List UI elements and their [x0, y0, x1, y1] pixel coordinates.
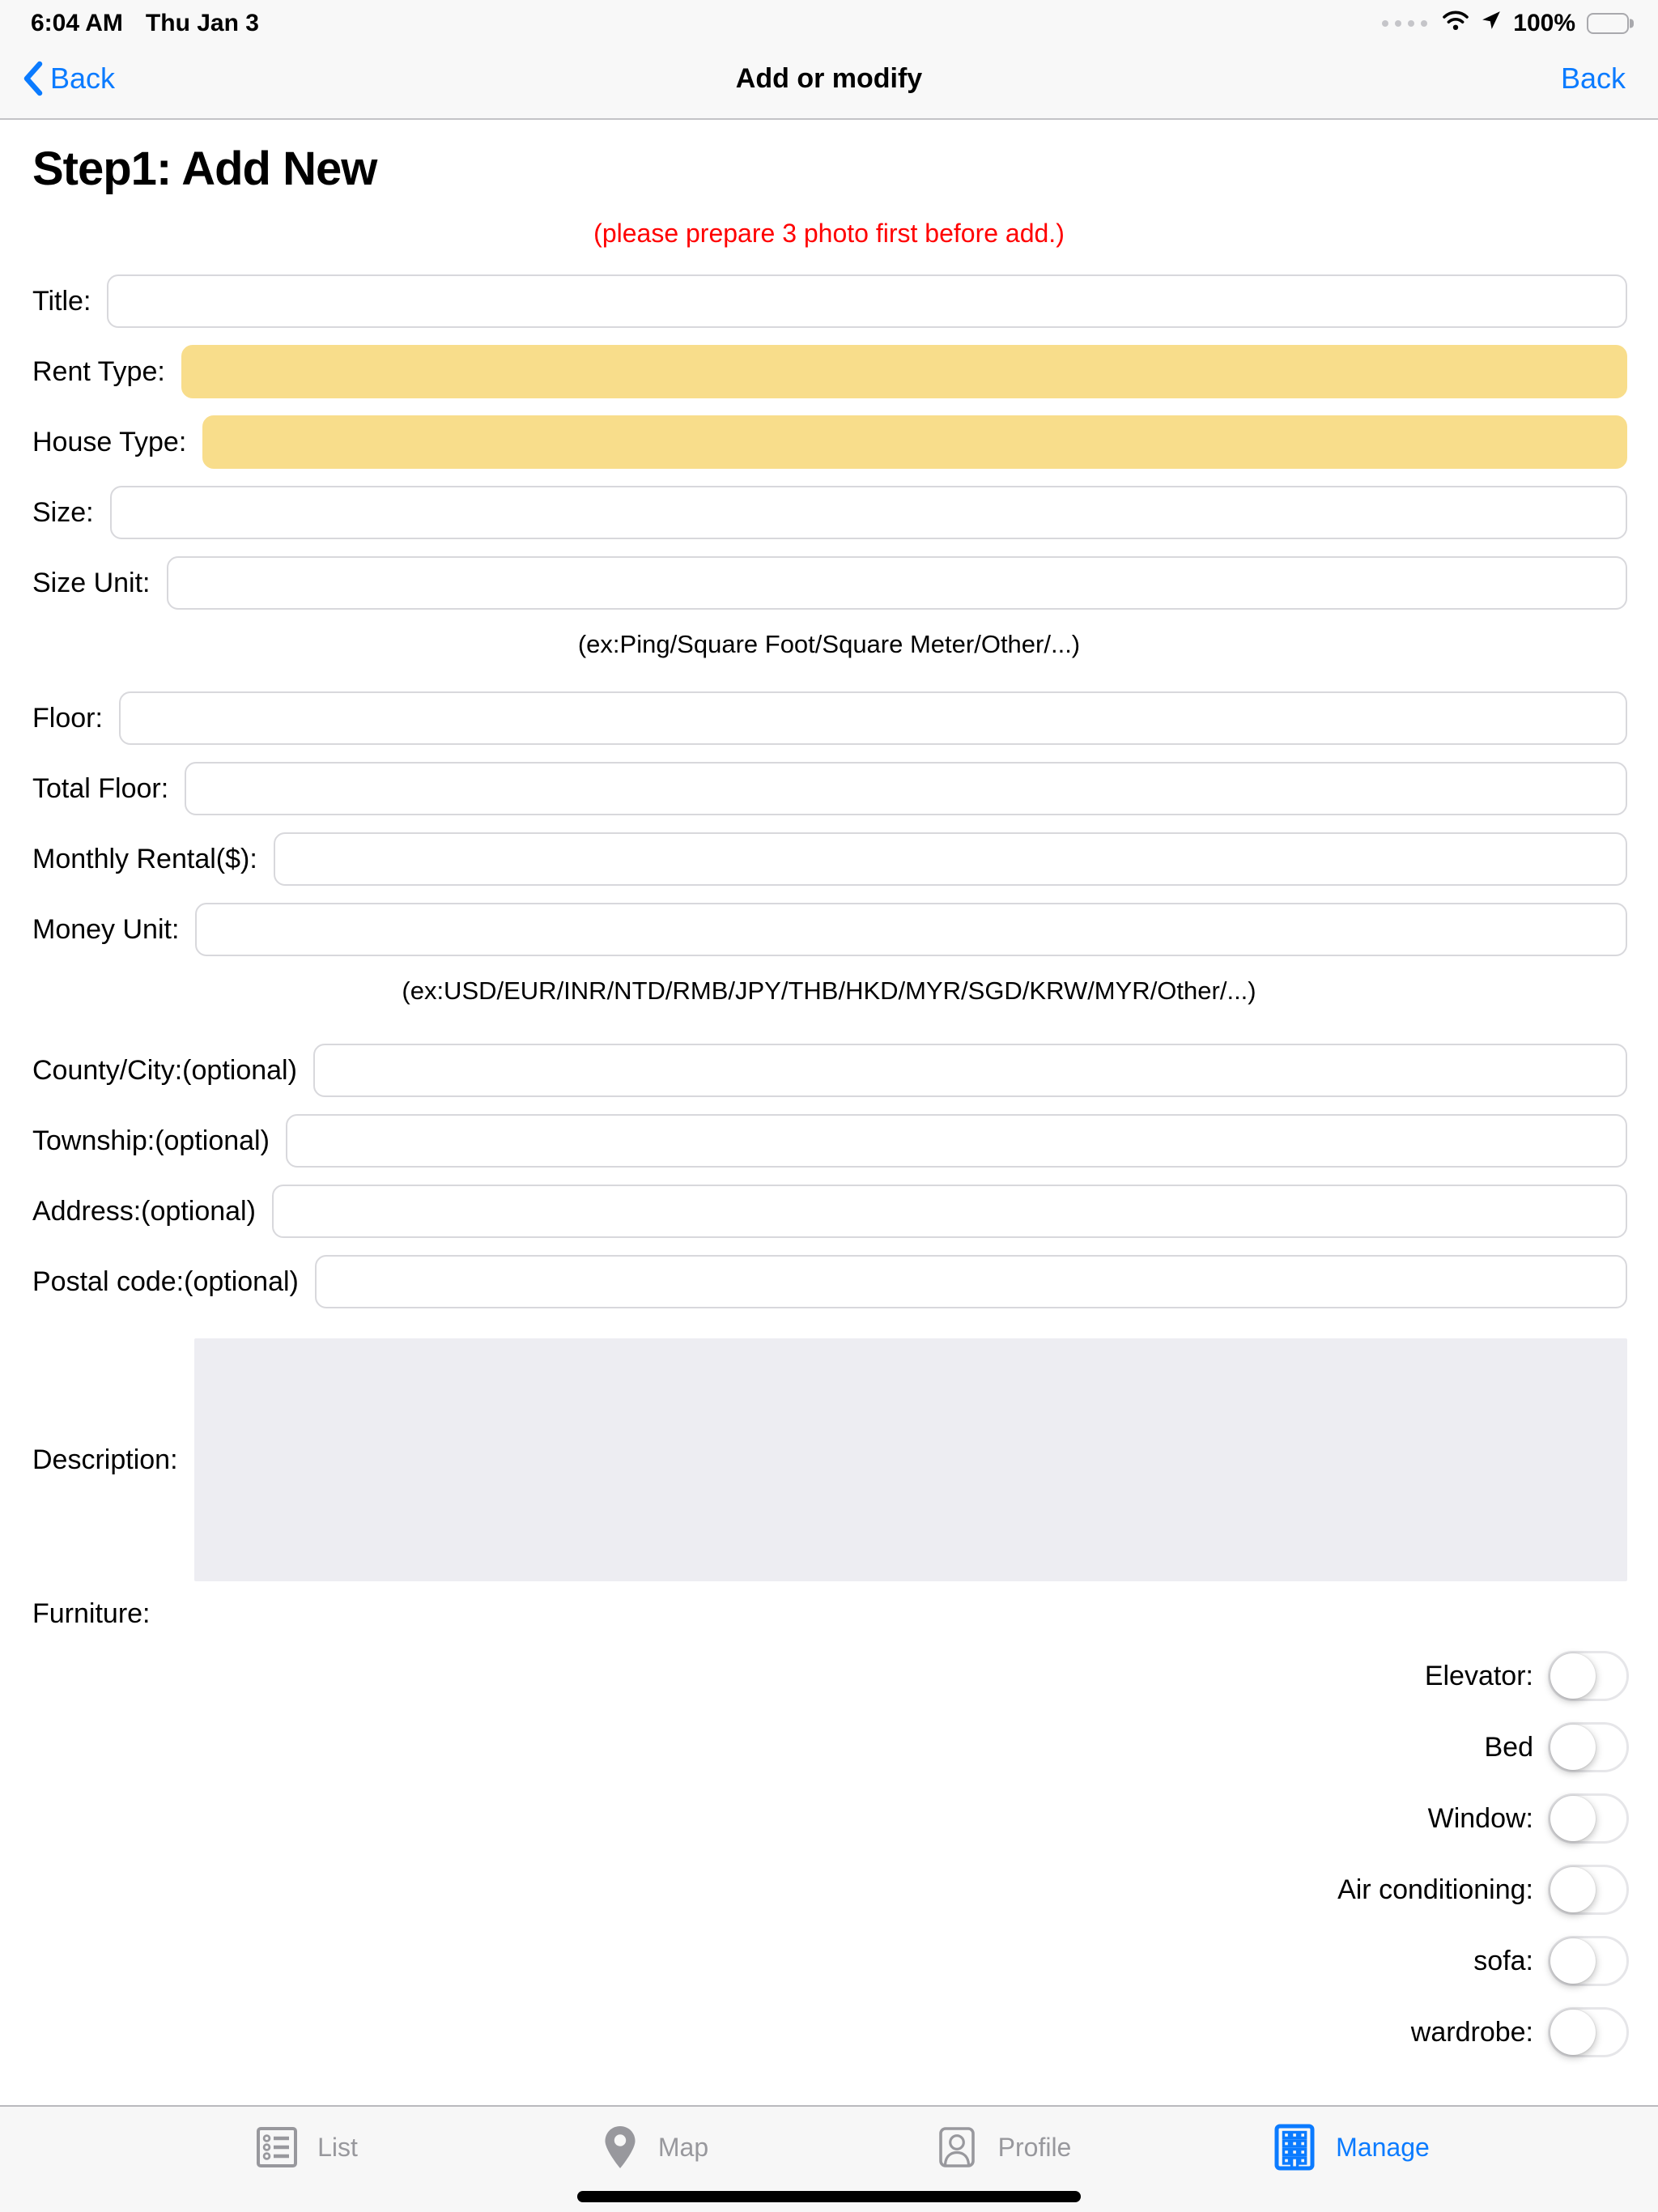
rent-type-label: Rent Type:	[32, 355, 165, 387]
field-row-monthly-rental	[32, 832, 1627, 886]
size-input[interactable]	[110, 486, 1627, 539]
field-row-house-type	[32, 415, 1627, 469]
field-row-title	[32, 274, 1627, 328]
tab-manage[interactable]	[1177, 2124, 1525, 2171]
monthly-rental-input[interactable]	[274, 832, 1627, 886]
home-indicator[interactable]	[577, 2191, 1081, 2202]
toggle-row-sofa	[0, 1936, 1629, 1986]
field-row-rent-type	[32, 345, 1627, 398]
toggle-knob	[1550, 2010, 1596, 2055]
chevron-left-icon	[21, 60, 44, 97]
size-unit-input[interactable]	[167, 556, 1628, 610]
furniture-label: Furniture:	[32, 1598, 151, 1629]
toggle-knob	[1550, 1796, 1596, 1841]
form-content	[0, 120, 1658, 2105]
postal-code-input[interactable]	[315, 1255, 1627, 1308]
back-button-right[interactable]: Back	[1560, 62, 1626, 95]
size-unit-label: Size Unit:	[32, 567, 151, 598]
window-toggle[interactable]	[1548, 1793, 1629, 1844]
house-type-label: House Type:	[32, 426, 187, 457]
map-pin-icon	[602, 2125, 639, 2170]
monthly-rental-label: Monthly Rental($):	[32, 843, 257, 874]
size-label: Size:	[32, 496, 94, 528]
address-label: Address:(optional)	[32, 1195, 256, 1227]
sofa-toggle[interactable]	[1548, 1936, 1629, 1986]
building-grid-icon	[1273, 2124, 1316, 2171]
wifi-icon	[1442, 10, 1469, 37]
tab-map[interactable]	[481, 2125, 829, 2170]
nav-bar	[0, 39, 1658, 118]
battery-percent: 100%	[1513, 10, 1575, 36]
tab-list[interactable]	[133, 2126, 481, 2168]
size-unit-hint: (ex:Ping/Square Foot/Square Meter/Other/...)	[577, 630, 1081, 658]
toggle-knob	[1550, 1867, 1596, 1912]
field-row-size-unit	[32, 556, 1627, 610]
title-label: Title:	[32, 285, 91, 317]
toggle-knob	[1550, 1725, 1596, 1770]
field-row-postal-code	[32, 1255, 1627, 1308]
wardrobe-label: wardrobe:	[1410, 2016, 1533, 2048]
sofa-label: sofa:	[1473, 1945, 1533, 1976]
profile-icon	[935, 2125, 979, 2169]
battery-icon	[1587, 13, 1629, 34]
field-row-floor	[32, 691, 1627, 745]
title-input[interactable]	[107, 274, 1627, 328]
tab-profile[interactable]	[829, 2125, 1177, 2169]
money-unit-label: Money Unit:	[32, 913, 180, 945]
floor-label: Floor:	[32, 702, 103, 734]
elevator-toggle[interactable]	[1548, 1651, 1629, 1701]
window-label: Window:	[1427, 1802, 1533, 1834]
postal-code-label: Postal code:(optional)	[32, 1266, 299, 1297]
elevator-label: Elevator:	[1424, 1660, 1533, 1691]
list-icon	[256, 2126, 298, 2168]
toggle-row-bed	[0, 1722, 1629, 1772]
location-arrow-icon	[1481, 10, 1502, 37]
rent-type-input[interactable]	[181, 345, 1627, 398]
field-row-county-city	[32, 1044, 1627, 1097]
tab-bar	[0, 2105, 1658, 2212]
floor-input[interactable]	[119, 691, 1627, 745]
toggle-row-window	[0, 1793, 1629, 1844]
status-bar	[0, 0, 1658, 39]
status-time: 6:04 AM	[31, 10, 123, 36]
township-input[interactable]	[286, 1114, 1627, 1168]
county-city-input[interactable]	[313, 1044, 1627, 1097]
description-textarea[interactable]	[194, 1338, 1627, 1581]
toggle-row-wardrobe	[0, 2007, 1629, 2057]
air-conditioning-toggle[interactable]	[1548, 1865, 1629, 1915]
back-left-label: Back	[50, 62, 116, 95]
toggle-row-elevator	[0, 1651, 1629, 1701]
total-floor-input[interactable]	[185, 762, 1627, 815]
page-title: Add or modify	[735, 62, 923, 94]
photo-notice: (please prepare 3 photo first before add.)	[593, 219, 1065, 248]
tab-list-label: List	[317, 2132, 358, 2162]
county-city-label: County/City:(optional)	[32, 1054, 297, 1086]
wardrobe-toggle[interactable]	[1548, 2007, 1629, 2057]
house-type-input[interactable]	[202, 415, 1627, 469]
field-row-address	[32, 1185, 1627, 1238]
back-button-left[interactable]	[21, 60, 115, 97]
field-row-size	[32, 486, 1627, 539]
status-date: Thu Jan 3	[145, 10, 259, 36]
field-row-township	[32, 1114, 1627, 1168]
step-heading: Step1: Add New	[32, 143, 377, 195]
air-conditioning-label: Air conditioning:	[1337, 1874, 1533, 1905]
bed-toggle[interactable]	[1548, 1722, 1629, 1772]
top-chrome	[0, 0, 1658, 120]
address-input[interactable]	[272, 1185, 1627, 1238]
township-label: Township:(optional)	[32, 1125, 270, 1156]
tab-map-label: Map	[657, 2132, 709, 2162]
tab-manage-label: Manage	[1336, 2132, 1430, 2162]
description-label: Description:	[32, 1444, 178, 1475]
total-floor-label: Total Floor:	[32, 772, 169, 804]
field-row-description	[32, 1338, 1627, 1581]
field-row-total-floor	[32, 762, 1627, 815]
status-icons	[1382, 10, 1634, 37]
field-row-money-unit	[32, 903, 1627, 956]
toggle-knob	[1550, 1938, 1596, 1984]
bed-label: Bed	[1484, 1731, 1533, 1763]
cellular-signal-icon	[1382, 20, 1427, 27]
toggle-row-air-conditioning	[0, 1865, 1629, 1915]
tab-profile-label: Profile	[997, 2132, 1072, 2162]
toggle-knob	[1550, 1653, 1596, 1699]
money-unit-hint: (ex:USD/EUR/INR/NTD/RMB/JPY/THB/HKD/MYR/SGD/KRW/MYR/Other/...)	[402, 976, 1256, 1005]
money-unit-input[interactable]	[195, 903, 1627, 956]
